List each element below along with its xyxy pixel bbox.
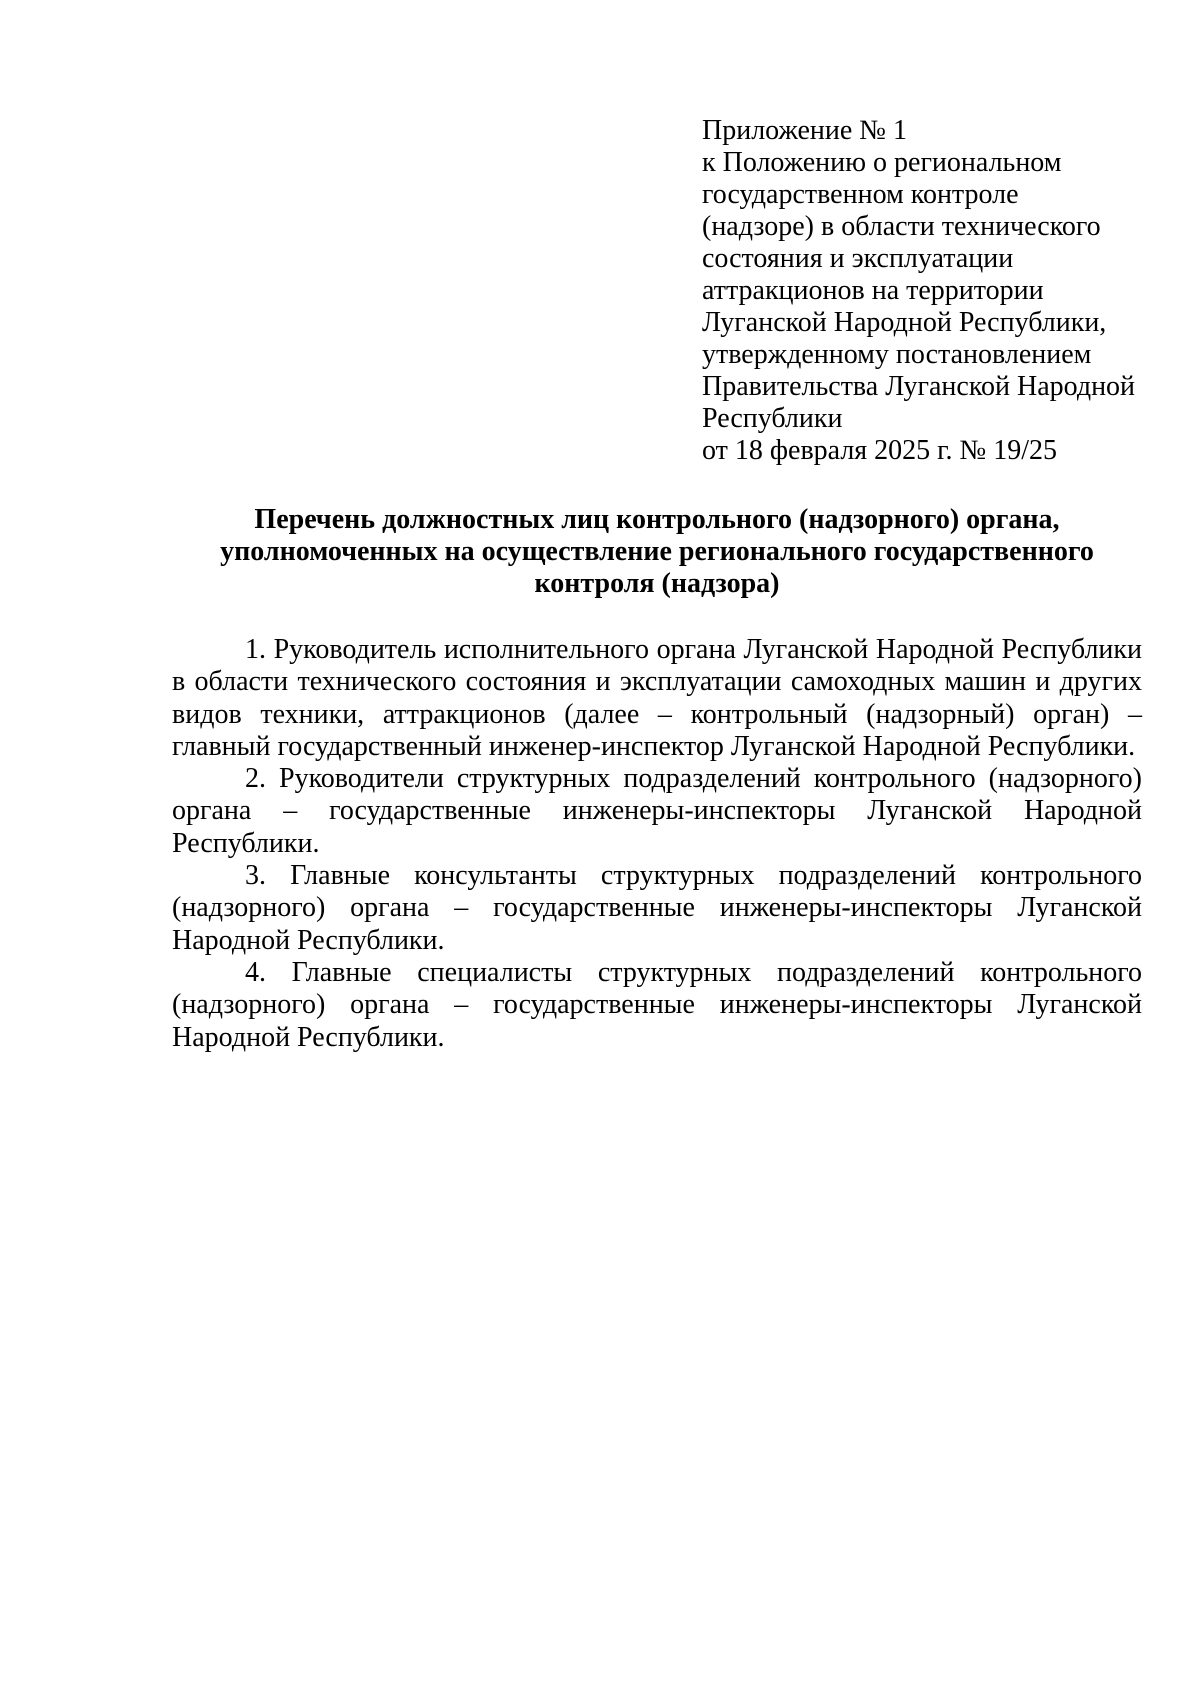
appendix-line: (надзоре) в области технического bbox=[702, 211, 1101, 242]
title-line: контроля (надзора) bbox=[534, 568, 780, 599]
appendix-header bbox=[702, 115, 1172, 467]
appendix-line: государственном контроле bbox=[702, 179, 1019, 210]
officials-list bbox=[172, 634, 1142, 1054]
appendix-line: Республики bbox=[702, 403, 843, 434]
appendix-line: от 18 февраля 2025 г. № 19/25 bbox=[702, 435, 1058, 466]
appendix-line: Луганской Народной Республики, bbox=[702, 307, 1107, 338]
list-item: 2. Руководители структурных подразделений контрольного (надзорного) органа – государственные инженеры-инспекторы Луганской Народной Республики. bbox=[172, 763, 1142, 859]
appendix-line: утвержденному постановлением bbox=[702, 339, 1092, 370]
appendix-line: состояния и эксплуатации bbox=[702, 243, 1014, 274]
list-item: 4. Главные специалисты структурных подразделений контрольного (надзорного) органа – государственные инженеры-инспекторы Луганской Народной Республики. bbox=[172, 956, 1142, 1053]
appendix-line: Приложение № 1 bbox=[702, 115, 907, 146]
title-line: уполномоченных на осуществление регионального государственного bbox=[220, 536, 1094, 567]
appendix-line: аттракционов на территории bbox=[702, 275, 1044, 306]
title-line: Перечень должностных лиц контрольного (надзорного) органа, bbox=[254, 504, 1060, 535]
document-title bbox=[172, 504, 1142, 600]
appendix-line: Правительства Луганской Народной bbox=[702, 371, 1136, 402]
appendix-line: к Положению о региональном bbox=[702, 147, 1062, 178]
list-item: 3. Главные консультанты структурных подразделений контрольного (надзорного) органа – государственные инженеры-инспекторы Луганской Народной Республики. bbox=[172, 860, 1142, 956]
list-item: 1. Руководитель исполнительного органа Луганской Народной Республики в области технического состояния и эксплуатации самоходных машин и других видов техники, аттракционов (далее – контрольный (надзорный) орган) – главный государственный инженер-инспектор Луганской Народной Республики. bbox=[172, 634, 1142, 762]
